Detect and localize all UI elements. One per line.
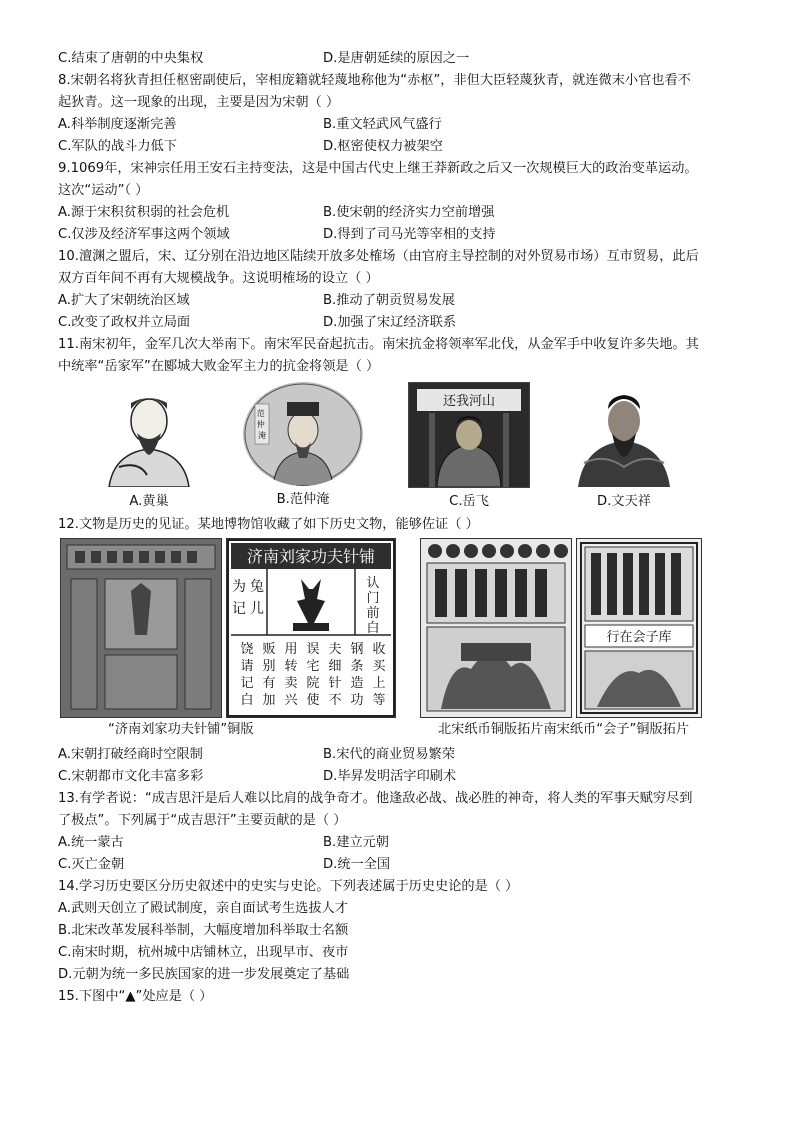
q9-stem-line-2: 这次“运动”（ ） — [58, 183, 149, 198]
plate-char: 别 — [262, 659, 276, 674]
plate-char: 转 — [284, 659, 298, 674]
portrait-huangchao-image — [88, 382, 210, 488]
q8-options-row-1 — [58, 114, 748, 136]
portrait-caption-a: A.黄巢 — [129, 494, 169, 509]
plate-char: 认 — [366, 576, 380, 591]
plate-char: 上 — [372, 676, 386, 691]
q14-option-d[interactable]: D.元朝为统一多民族国家的进一步发展奠定了基础 — [58, 967, 350, 982]
q13-option-d[interactable]: D.统一全国 — [323, 857, 391, 872]
q12-relic-gallery — [58, 536, 748, 744]
plate-char: 饶 — [240, 642, 254, 657]
plate-char: 等 — [372, 693, 386, 708]
q11-stem-line-1: 11.南宋初年，金军几次大举南下。南宋军民奋起抗击。南宋抗金将领率军北伐，从金军手中收复许多失地。其 — [58, 337, 699, 352]
q14-option-a[interactable]: A.武则天创立了殿试制度，亲自面试考生选拔人才 — [58, 901, 348, 916]
plate-char: 不 — [328, 693, 342, 708]
relic-plate-rubbing-image[interactable] — [60, 538, 222, 718]
q8-stem-line-2: 起狄青。这一现象的出现，主要是因为宋朝（ ） — [58, 95, 340, 110]
portrait-b-inner-label: 范 仲 淹 — [256, 409, 266, 440]
q14-option-b[interactable]: B.北宋改革发展科举制，大幅度增加科举取士名额 — [58, 923, 349, 938]
relic-caption-right: 北宋纸币铜版拓片南宋纸币“会子”铜版拓片 — [438, 722, 690, 737]
plate-char: 夫 — [328, 642, 342, 657]
plate-char: 收 — [372, 642, 386, 657]
q12-options-row-2 — [58, 766, 748, 788]
portrait-caption-b: B.范仲淹 — [276, 492, 330, 507]
portrait-option-b[interactable] — [243, 382, 363, 510]
plate-right-text — [366, 576, 379, 636]
q10-option-a[interactable]: A.扩大了宋朝统治区域 — [58, 293, 190, 308]
q7-options-row — [58, 48, 748, 70]
q8-option-a[interactable]: A.科举制度逐渐完善 — [58, 117, 177, 132]
q10-stem-line-1: 10.澶渊之盟后，宋、辽分别在沿边地区陆续开放多处榷场（由官府主导控制的对外贸易市场）互市贸易，此后 — [58, 249, 699, 264]
plate-char: 加 — [262, 693, 276, 708]
plate-char: 兔 — [250, 579, 264, 595]
relic-caption-left: “济南刘家功夫针铺”铜版 — [108, 722, 254, 737]
q8-stem-line-1: 8.宋朝名将狄青担任枢密副使后，宰相庞籍就轻蔑地称他为“赤枢”，非但大臣轻蔑狄青，就连微末小官也看不 — [58, 73, 691, 88]
q14-stem: 14.学习历史要区分历史叙述中的史实与史论。下列表述属于历史史论的是（ ） — [58, 879, 519, 894]
relic-huizi-plate-image[interactable] — [576, 538, 702, 718]
plate-char: 使 — [306, 693, 320, 708]
portrait-option-a[interactable] — [88, 382, 210, 512]
portrait-yuefei-image — [408, 382, 530, 488]
portrait-c-inner-label: 还我河山 — [442, 394, 496, 409]
q8-option-c[interactable]: C.军队的战斗力低下 — [58, 139, 177, 154]
q12-stem: 12.文物是历史的见证。某地博物馆收藏了如下历史文物，能够佐证（ ） — [58, 517, 479, 532]
q10-option-c[interactable]: C.改变了政权并立局面 — [58, 315, 191, 330]
plate-char: 有 — [262, 676, 276, 691]
plate-char: 记 — [232, 601, 246, 617]
portrait-fanzhongyan-image — [243, 382, 363, 486]
plate-char: 记 — [240, 676, 254, 691]
q10-option-d[interactable]: D.加强了宋辽经济联系 — [323, 315, 457, 330]
q13-option-b[interactable]: B.建立元朝 — [323, 835, 389, 850]
huizi-title-text: 行在会子库 — [606, 630, 672, 645]
portrait-caption-d: D.文天祥 — [597, 494, 651, 509]
plate-char: 兴 — [284, 693, 298, 708]
plate-char: 为 — [232, 579, 246, 595]
plate-char: 前 — [366, 606, 380, 621]
plate-char: 门 — [366, 591, 380, 606]
q9-options-row-1 — [58, 202, 748, 224]
q11-portrait-gallery — [58, 378, 748, 514]
q12-options-row-1 — [58, 744, 748, 766]
q8-options-row-2 — [58, 136, 748, 158]
q9-stem-line-1: 9.1069年，宋神宗任用王安石主持变法，这是中国古代史上继王莽新政之后又一次规模巨大的政治变革运动。 — [58, 161, 698, 176]
q11-stem-line-2: 中统率“岳家军”在郾城大败金军主力的抗金将领是（ ） — [58, 359, 380, 374]
plate-char: 白 — [366, 621, 380, 636]
portrait-wentianxiang-image — [563, 382, 685, 488]
q13-stem-line-1: 13.有学者说：“成吉思汗是后人难以比肩的战争奇才。他逢敌必战、战必胜的神奇，将人类的军事天赋穷尽到 — [58, 791, 693, 806]
q8-option-d[interactable]: D.枢密使权力被架空 — [323, 139, 443, 154]
q13-option-c[interactable]: C.灭亡金朝 — [58, 857, 125, 872]
q12-option-a[interactable]: A.宋朝打破经商时空限制 — [58, 747, 203, 762]
q13-options-row-1 — [58, 832, 748, 854]
plate-char: 误 — [306, 642, 320, 657]
q10-option-b[interactable]: B.推动了朝贡贸易发展 — [323, 293, 455, 308]
relic-northern-song-note-image[interactable] — [420, 538, 572, 718]
plate-char: 细 — [328, 659, 342, 674]
portrait-caption-c: C.岳飞 — [449, 494, 489, 509]
plate-char: 贩 — [262, 642, 276, 657]
q9-options-row-2 — [58, 224, 748, 246]
q12-option-b[interactable]: B.宋代的商业贸易繁荣 — [323, 747, 455, 762]
plate-char: 买 — [372, 659, 386, 674]
q12-option-c[interactable]: C.宋朝都市文化丰富多彩 — [58, 769, 204, 784]
portrait-option-d[interactable] — [563, 382, 685, 512]
plate-char: 用 — [284, 642, 298, 657]
plate-char: 钢 — [350, 642, 364, 657]
q8-option-b[interactable]: B.重文轻武风气盛行 — [323, 117, 442, 132]
q15-stem: 15.下图中“▲”处应是（ ） — [58, 989, 213, 1004]
q13-stem-line-2: 了极点”。下列属于“成吉思汗”主要贡献的是（ ） — [58, 813, 347, 828]
q7-option-d[interactable]: D.是唐朝延续的原因之一 — [323, 51, 470, 66]
q9-option-c[interactable]: C.仅涉及经济军事这两个领域 — [58, 227, 230, 242]
q10-stem-line-2: 双方百年间不再有大规模战争。这说明榷场的设立（ ） — [58, 271, 379, 286]
plate-char: 针 — [328, 676, 342, 691]
plate-char: 白 — [240, 693, 254, 708]
q7-option-c[interactable]: C.结束了唐朝的中央集权 — [58, 51, 204, 66]
relic-liujia-plate-image[interactable] — [226, 538, 396, 718]
plate-char: 造 — [350, 676, 364, 691]
plate-title-text: 济南刘家功夫针铺 — [246, 547, 376, 566]
q9-option-b[interactable]: B.使宋朝的经济实力空前增强 — [323, 205, 495, 220]
portrait-option-c[interactable] — [408, 382, 530, 512]
q13-options-row-2 — [58, 854, 748, 876]
plate-char: 宅 — [306, 659, 320, 674]
plate-char: 条 — [350, 659, 364, 674]
plate-char: 请 — [240, 659, 254, 674]
plate-char: 卖 — [284, 676, 298, 691]
plate-char: 功 — [350, 693, 364, 708]
plate-char: 院 — [306, 676, 320, 691]
q14-option-c[interactable]: C.南宋时期，杭州城中店铺林立，出现早市、夜市 — [58, 945, 349, 960]
exam-page — [58, 48, 748, 1008]
q13-option-a[interactable]: A.统一蒙古 — [58, 835, 124, 850]
q9-option-d[interactable]: D.得到了司马光等宰相的支持 — [323, 227, 496, 242]
q12-option-d[interactable]: D.毕昇发明活字印刷术 — [323, 769, 457, 784]
plate-char: 儿 — [250, 601, 264, 617]
q10-options-row-1 — [58, 290, 748, 312]
q10-options-row-2 — [58, 312, 748, 334]
q9-option-a[interactable]: A.源于宋积贫积弱的社会危机 — [58, 205, 230, 220]
